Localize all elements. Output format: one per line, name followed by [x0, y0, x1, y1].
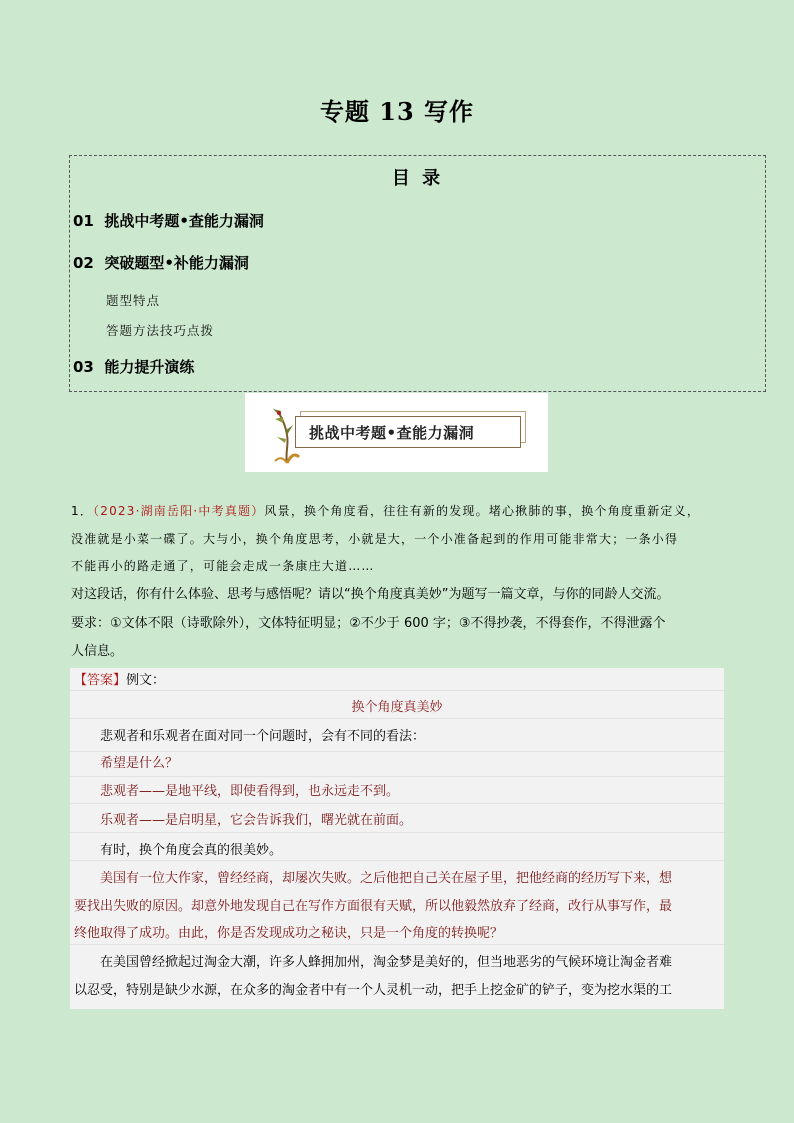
- essay-paragraph-cont: 以忍受，特别是缺少水源，在众多的淘金者中有一个人灵机一动，把手上挖金矿的铲子，变为挖水渠的工: [74, 983, 673, 998]
- row-divider: [70, 944, 724, 945]
- question-line-2: 没准就是小菜一碟了。大与小，换个角度思考，小就是大，一个小准备起到的作用可能非常大；一条小得: [71, 532, 679, 546]
- essay-paragraph-cont: 终他取得了成功。由此，你是否发现成功之秘诀，只是一个角度的转换呢？: [74, 926, 504, 941]
- essay-paragraph: 悲观者——是地平线，即使看得到，也永远走不到。: [100, 784, 400, 799]
- essay-paragraph: 乐观者——是启明星，它会告诉我们，曙光就在前面。: [100, 813, 413, 828]
- essay-paragraph: 希望是什么？: [100, 756, 179, 771]
- essay-paragraph: 在美国曾经掀起过淘金大潮，许多人蜂拥加州，淘金梦是美好的，但当地恶劣的气候环境让淘金者难: [100, 955, 673, 970]
- essay-paragraph: 美国有一位大作家，曾经经商，却屡次失败。之后他把自己关在屋子里，把他经商的经历写下来，想: [100, 871, 673, 886]
- toc-item-label: 突破题型•补能力漏洞: [104, 254, 249, 272]
- question-requirements-cont: 人信息。: [71, 644, 124, 659]
- essay-paragraph-cont: 要找出失败的原因。却意外地发现自己在写作方面很有天赋，所以他毅然放弃了经商，改行从事写作，最: [74, 899, 673, 914]
- toc-item-number: 03: [73, 358, 94, 376]
- toc-item-01[interactable]: [73, 210, 264, 231]
- toc-item-label: 挑战中考题•查能力漏洞: [104, 212, 264, 230]
- section-banner: [245, 393, 548, 472]
- essay-paragraph: 悲观者和乐观者在面对同一个问题时，会有不同的看法：: [100, 729, 426, 744]
- table-of-contents: [69, 155, 766, 392]
- toc-subitem-answer-tips[interactable]: 答题方法技巧点拨: [106, 323, 215, 338]
- question-number: 1．: [71, 504, 94, 518]
- toc-item-03[interactable]: [73, 356, 194, 377]
- question-requirements: 要求：①文体不限（诗歌除外），文体特征明显；②不少于 600 字；③不得抄袭，不得套作，不得泄露个: [71, 616, 666, 631]
- toc-item-number: 02: [73, 254, 94, 272]
- question-line-3: 不能再小的路走通了，可能会走成一条康庄大道……: [71, 559, 375, 573]
- answer-block: [70, 668, 724, 1009]
- row-divider: [70, 718, 724, 719]
- toc-item-number: 01: [73, 212, 94, 230]
- row-divider: [70, 832, 724, 833]
- row-divider: [70, 690, 724, 691]
- toc-heading: 目 录: [391, 168, 444, 189]
- banner-label: 挑战中考题•查能力漏洞: [309, 424, 475, 442]
- question-prompt: 对这段话，你有什么体验、思考与感悟呢？请以“换个角度真美妙”为题写一篇文章，与你的同龄人交流。: [71, 587, 670, 602]
- toc-item-label: 能力提升演练: [104, 358, 195, 376]
- essay-paragraph: 有时，换个角度会真的很美妙。: [100, 843, 283, 858]
- row-divider: [70, 803, 724, 804]
- essay-title: 换个角度真美妙: [351, 700, 443, 715]
- answer-label-rest: 例文：: [126, 673, 166, 688]
- page-title: 专题 13 写作: [319, 97, 475, 126]
- question-line-1: [71, 502, 700, 519]
- question-source[interactable]: （2023·湖南岳阳·中考真题）: [93, 504, 265, 518]
- toc-subitem-question-type[interactable]: 题型特点: [106, 293, 161, 308]
- row-divider: [70, 776, 724, 777]
- answer-label: 【答案】: [74, 673, 127, 688]
- toc-item-02[interactable]: [73, 252, 249, 273]
- question-text: 风景，换个角度看，往往有新的发现。堵心揪肺的事，换个角度重新定义，: [264, 504, 701, 518]
- row-divider: [70, 860, 724, 861]
- answer-header: [74, 669, 165, 688]
